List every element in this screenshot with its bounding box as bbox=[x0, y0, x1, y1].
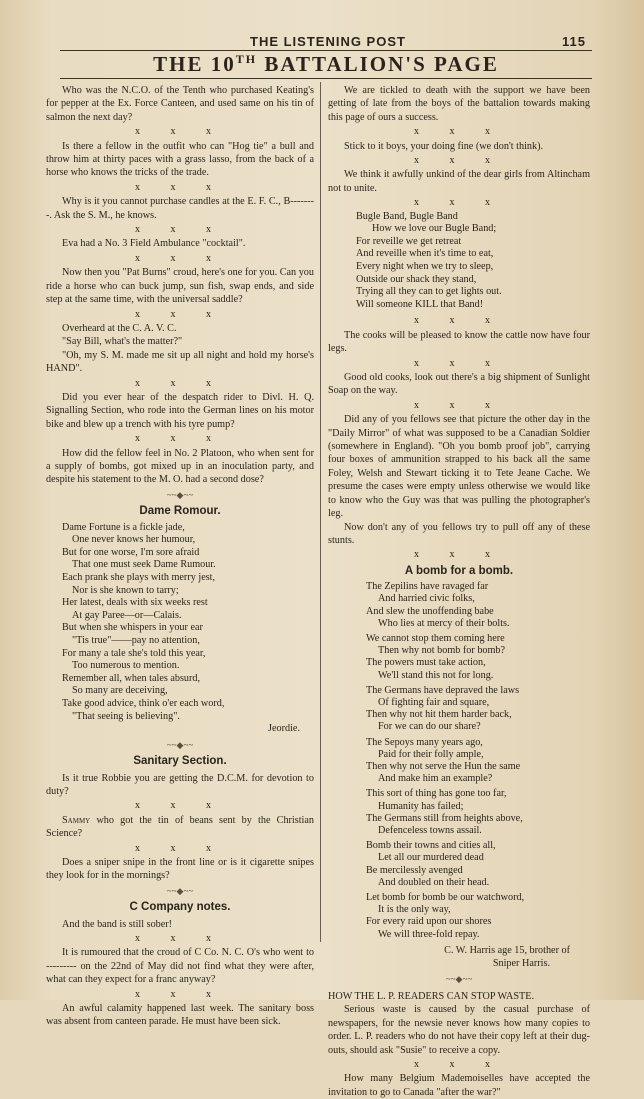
poem-line: Let all our murdered dead bbox=[378, 852, 484, 864]
title-rule bbox=[60, 78, 592, 79]
poem-line: One never knows her humour, bbox=[72, 534, 196, 546]
poem-dame-romour bbox=[46, 522, 314, 736]
poem-line: The Germans have depraved the laws bbox=[366, 684, 520, 696]
poem-line: But when she whispers in your ear bbox=[62, 622, 203, 634]
poem-signature: C. W. Harris age 15, brother of bbox=[444, 944, 570, 956]
poem-signature: Jeordie. bbox=[268, 723, 300, 735]
paragraph: Overheard at the C. A. V. C. bbox=[62, 322, 177, 334]
paragraph: "Say Bill, what's the matter?" bbox=[62, 336, 183, 348]
page-title bbox=[60, 52, 592, 77]
separator: x x x bbox=[135, 181, 225, 193]
poem-line: And harried civic folks, bbox=[378, 593, 475, 605]
poem-line: We will three-fold repay. bbox=[378, 928, 480, 940]
paragraph: How did the fellow feel in No. 2 Platoon, who when sent for a supply of bombs, got mixed up in an inoculation party, and despite his statement to the M. O. had a second dose? bbox=[46, 447, 314, 486]
paragraph bbox=[46, 814, 314, 841]
separator: x x x bbox=[135, 842, 225, 854]
poem-line: For reveille we get retreat bbox=[356, 235, 462, 247]
paragraph: Who was the N.C.O. of the Tenth who purchased Keating's for pepper at the Ex. Force Canteen, and used same on his tin of salmon the next day? bbox=[46, 85, 314, 123]
poem-line: Bomb their towns and cities all, bbox=[366, 840, 496, 852]
poem-line: The Sepoys many years ago, bbox=[366, 736, 483, 748]
separator: x x x bbox=[414, 197, 504, 209]
poem-line: That one must seek Dame Rumour. bbox=[72, 559, 216, 571]
paragraph: Good old cooks, look out there's a big shipment of Sunlight Soap on the way. bbox=[328, 372, 590, 397]
poem-line: Will someone KILL that Band! bbox=[356, 298, 484, 310]
paragraph: Serious waste is caused by the casual purchase of newspapers, for the newsie never knows how many copies to order. L. P. readers who do not have their copy left at their dug-outs, should ask "Susie" to receive a copy. bbox=[328, 1004, 590, 1056]
poem-line: At gay Paree—or—Calais. bbox=[72, 609, 182, 621]
separator: x x x bbox=[414, 315, 504, 327]
paragraph: Stick to it boys, your doing fine (we don't think). bbox=[344, 140, 544, 152]
column-divider bbox=[320, 82, 321, 942]
poem-line: But for one worse, I'm sore afraid bbox=[62, 546, 200, 558]
publication-name: THE LISTENING POST bbox=[250, 34, 406, 49]
poem-line: Dame Fortune is a fickle jade, bbox=[62, 521, 185, 533]
ornament-divider-icon: ~~◆~~ bbox=[166, 739, 194, 750]
paragraph: "Oh, my S. M. made me sit up all night and hold my horse's HAND". bbox=[46, 349, 314, 375]
poem-line: Who lies at mercy of their bolts. bbox=[378, 617, 510, 629]
poem-line: Then why not bomb for bomb? bbox=[378, 645, 506, 657]
poem-line: And reveille when it's time to eat, bbox=[356, 248, 494, 260]
poem-line: So many are deceiving, bbox=[72, 685, 168, 697]
poem-line: We'll stand this not for long. bbox=[378, 669, 494, 681]
title-suffix: BATTALION'S PAGE bbox=[257, 52, 499, 76]
poem-line: Paid for their folly ample, bbox=[378, 748, 484, 760]
page-number: 115 bbox=[562, 34, 586, 49]
poem-line: The Zepilins have ravaged far bbox=[366, 581, 489, 593]
separator: x x x bbox=[414, 155, 504, 167]
paragraph: Now then you "Pat Burns" croud, here's one for you. Can you ride a horse who can buck jump, sun fish, swap ends, and side step at the same time, with the universal saddle? bbox=[46, 267, 314, 306]
paragraph: An awful calamity happened last week. The sanitary boss was absent from canteen parade. He must have been sick. bbox=[46, 1003, 314, 1028]
paragraph: We are tickled to death with the support we have been getting of late from the boys of the battalion towards making this page of ours a success. bbox=[328, 85, 590, 123]
separator: x x x bbox=[414, 399, 504, 411]
separator: x x x bbox=[135, 932, 225, 944]
poem-line: And slew the unoffending babe bbox=[366, 605, 494, 617]
name-sammy: Sammy bbox=[62, 814, 91, 826]
separator: x x x bbox=[414, 126, 504, 138]
poem-line: Let bomb for bomb be our watchword, bbox=[366, 892, 525, 903]
separator: x x x bbox=[135, 377, 225, 389]
header-rule bbox=[60, 50, 592, 51]
title-superscript: TH bbox=[235, 52, 258, 66]
poem-line: "That seeing is believing". bbox=[72, 710, 180, 722]
poem-line: Every night when we try to sleep, bbox=[356, 261, 494, 273]
poem-line: And make him an example? bbox=[378, 773, 493, 785]
left-column bbox=[46, 84, 314, 1029]
poem-line: Remember all, when tales absurd, bbox=[62, 672, 201, 684]
ornament-divider-icon: ~~◆~~ bbox=[166, 885, 194, 896]
paragraph: Is there a fellow in the outfit who can "Hog tie" a bull and throw him at thirty paces with a grass lasso, from the back of a horse who knows the tricks of the trade. bbox=[46, 140, 314, 179]
paragraph: How many Belgium Mademoiselles have accepted the invitation to go to Canada "after the war?" bbox=[328, 1073, 590, 1098]
paragraph: Does a sniper snipe in the front line or is it cigarette snipes they look for in the mornings? bbox=[46, 856, 314, 882]
poem-line: For many a tale she's told this year, bbox=[62, 647, 206, 659]
right-column bbox=[328, 84, 590, 1099]
poem-line: How we love our Bugle Band; bbox=[372, 223, 497, 235]
heading-stop-waste: HOW THE L. P. READERS CAN STOP WASTE. bbox=[328, 991, 535, 1003]
heading-c-company: C Company notes. bbox=[129, 901, 231, 914]
poem-line: Defenceless towns assail. bbox=[378, 824, 482, 836]
poem-line: And doubled on their head. bbox=[378, 876, 490, 888]
paragraph: Did any of you fellows see that picture the other day in the "Daily Mirror" of what was supposed to be a Canadian Soldier (somewhere in England). "Oh you bomb proof job", carrying four boxes of ammunition strapped to his back all the same Foley, Welsh and Stewart ticking it to Tete Jeane Cache. We presume the cases were empty unless otherwise we would like to know who the Guy was that was pulling the photographer's leg. bbox=[328, 414, 590, 520]
poem-line: Too numerous to mention. bbox=[72, 660, 180, 672]
separator: x x x bbox=[414, 357, 504, 369]
separator: x x x bbox=[135, 800, 225, 812]
poem-line: We cannot stop them coming here bbox=[366, 632, 505, 644]
poem-line: Then why not serve the Hun the same bbox=[366, 760, 521, 772]
title-prefix: THE 10 bbox=[153, 52, 236, 76]
heading-dame-romour: Dame Romour. bbox=[139, 505, 221, 518]
paragraph: Is it true Robbie you are getting the D.C.M. for devotion to duty? bbox=[46, 772, 314, 797]
paragraph: Why is it you cannot purchase candles at the E. F. C., B--------. Ask the S. M., he knows. bbox=[46, 196, 314, 221]
poem-line: Take good advice, think o'er each word, bbox=[62, 697, 225, 709]
poem-line: The powers must take action, bbox=[366, 657, 486, 669]
poem-bugle-band bbox=[328, 211, 590, 312]
heading-bomb-for-bomb: A bomb for a bomb. bbox=[404, 564, 514, 577]
ornament-divider-icon: ~~◆~~ bbox=[445, 973, 473, 984]
separator: x x x bbox=[414, 1059, 504, 1071]
poem-line: Of fighting fair and square, bbox=[378, 696, 490, 708]
separator: x x x bbox=[135, 126, 225, 138]
ornament-divider-icon: ~~◆~~ bbox=[166, 489, 194, 500]
poem-line: Humanity has failed; bbox=[378, 800, 464, 812]
poem-line: For we can do our share? bbox=[378, 721, 481, 733]
poem-line: Bugle Band, Bugle Band bbox=[356, 210, 458, 222]
separator: x x x bbox=[414, 549, 504, 561]
poem-line: Be mercilessly avenged bbox=[366, 864, 463, 876]
paragraph: The cooks will be pleased to know the cattle now have four legs. bbox=[328, 329, 590, 355]
poem-signature: Sniper Harris. bbox=[492, 958, 550, 970]
poem-line: Each prank she plays with merry jest, bbox=[62, 571, 216, 583]
heading-sanitary-section: Sanitary Section. bbox=[133, 755, 227, 768]
separator: x x x bbox=[135, 988, 225, 1000]
paragraph: Did you ever hear of the despatch rider to Divl. H. Q. Signalling Section, who rode into the German lines on his motor bike and blew up a trench with his tyre pump? bbox=[46, 391, 314, 430]
paragraph: And the band is still sober! bbox=[62, 918, 173, 930]
paragraph: Now don't any of you fellows try to pull off any of these stunts. bbox=[328, 521, 590, 546]
separator: x x x bbox=[135, 308, 225, 320]
poem-line: Nor is she known to tarry; bbox=[72, 584, 179, 596]
separator: x x x bbox=[135, 252, 225, 264]
poem-line: The Germans still from heights above, bbox=[366, 812, 523, 824]
poem-line: Outside our shack they stand, bbox=[356, 273, 477, 285]
poem-line: Trying all they can to get lights out. bbox=[356, 286, 502, 298]
poem-line: This sort of thing has gone too far, bbox=[366, 788, 507, 800]
poem-line: It is the only way, bbox=[378, 904, 451, 916]
paragraph: It is rumoured that the croud of C Co. N. C. O's who went to --------- on the 22nd of May did not find what they were after, what can they expect for a franc anyway? bbox=[46, 947, 314, 986]
poem-line: For every raid upon our shores bbox=[366, 916, 492, 928]
poem-line: Then why not hit them harder back, bbox=[366, 709, 512, 721]
paragraph: Eva had a No. 3 Field Ambulance "cocktail". bbox=[62, 238, 246, 250]
poem-line: "Tis true"——pay no attention, bbox=[72, 634, 200, 646]
poem-line: Her latest, deals with six weeks rest bbox=[62, 597, 208, 609]
separator: x x x bbox=[135, 224, 225, 236]
poem-bomb-for-bomb bbox=[328, 581, 590, 941]
paragraph: We think it awfully unkind of the dear girls from Altincham not to unite. bbox=[328, 169, 590, 194]
separator: x x x bbox=[135, 433, 225, 445]
paragraph-text: who got the tin of beans sent by the Christian Science? bbox=[46, 814, 315, 840]
